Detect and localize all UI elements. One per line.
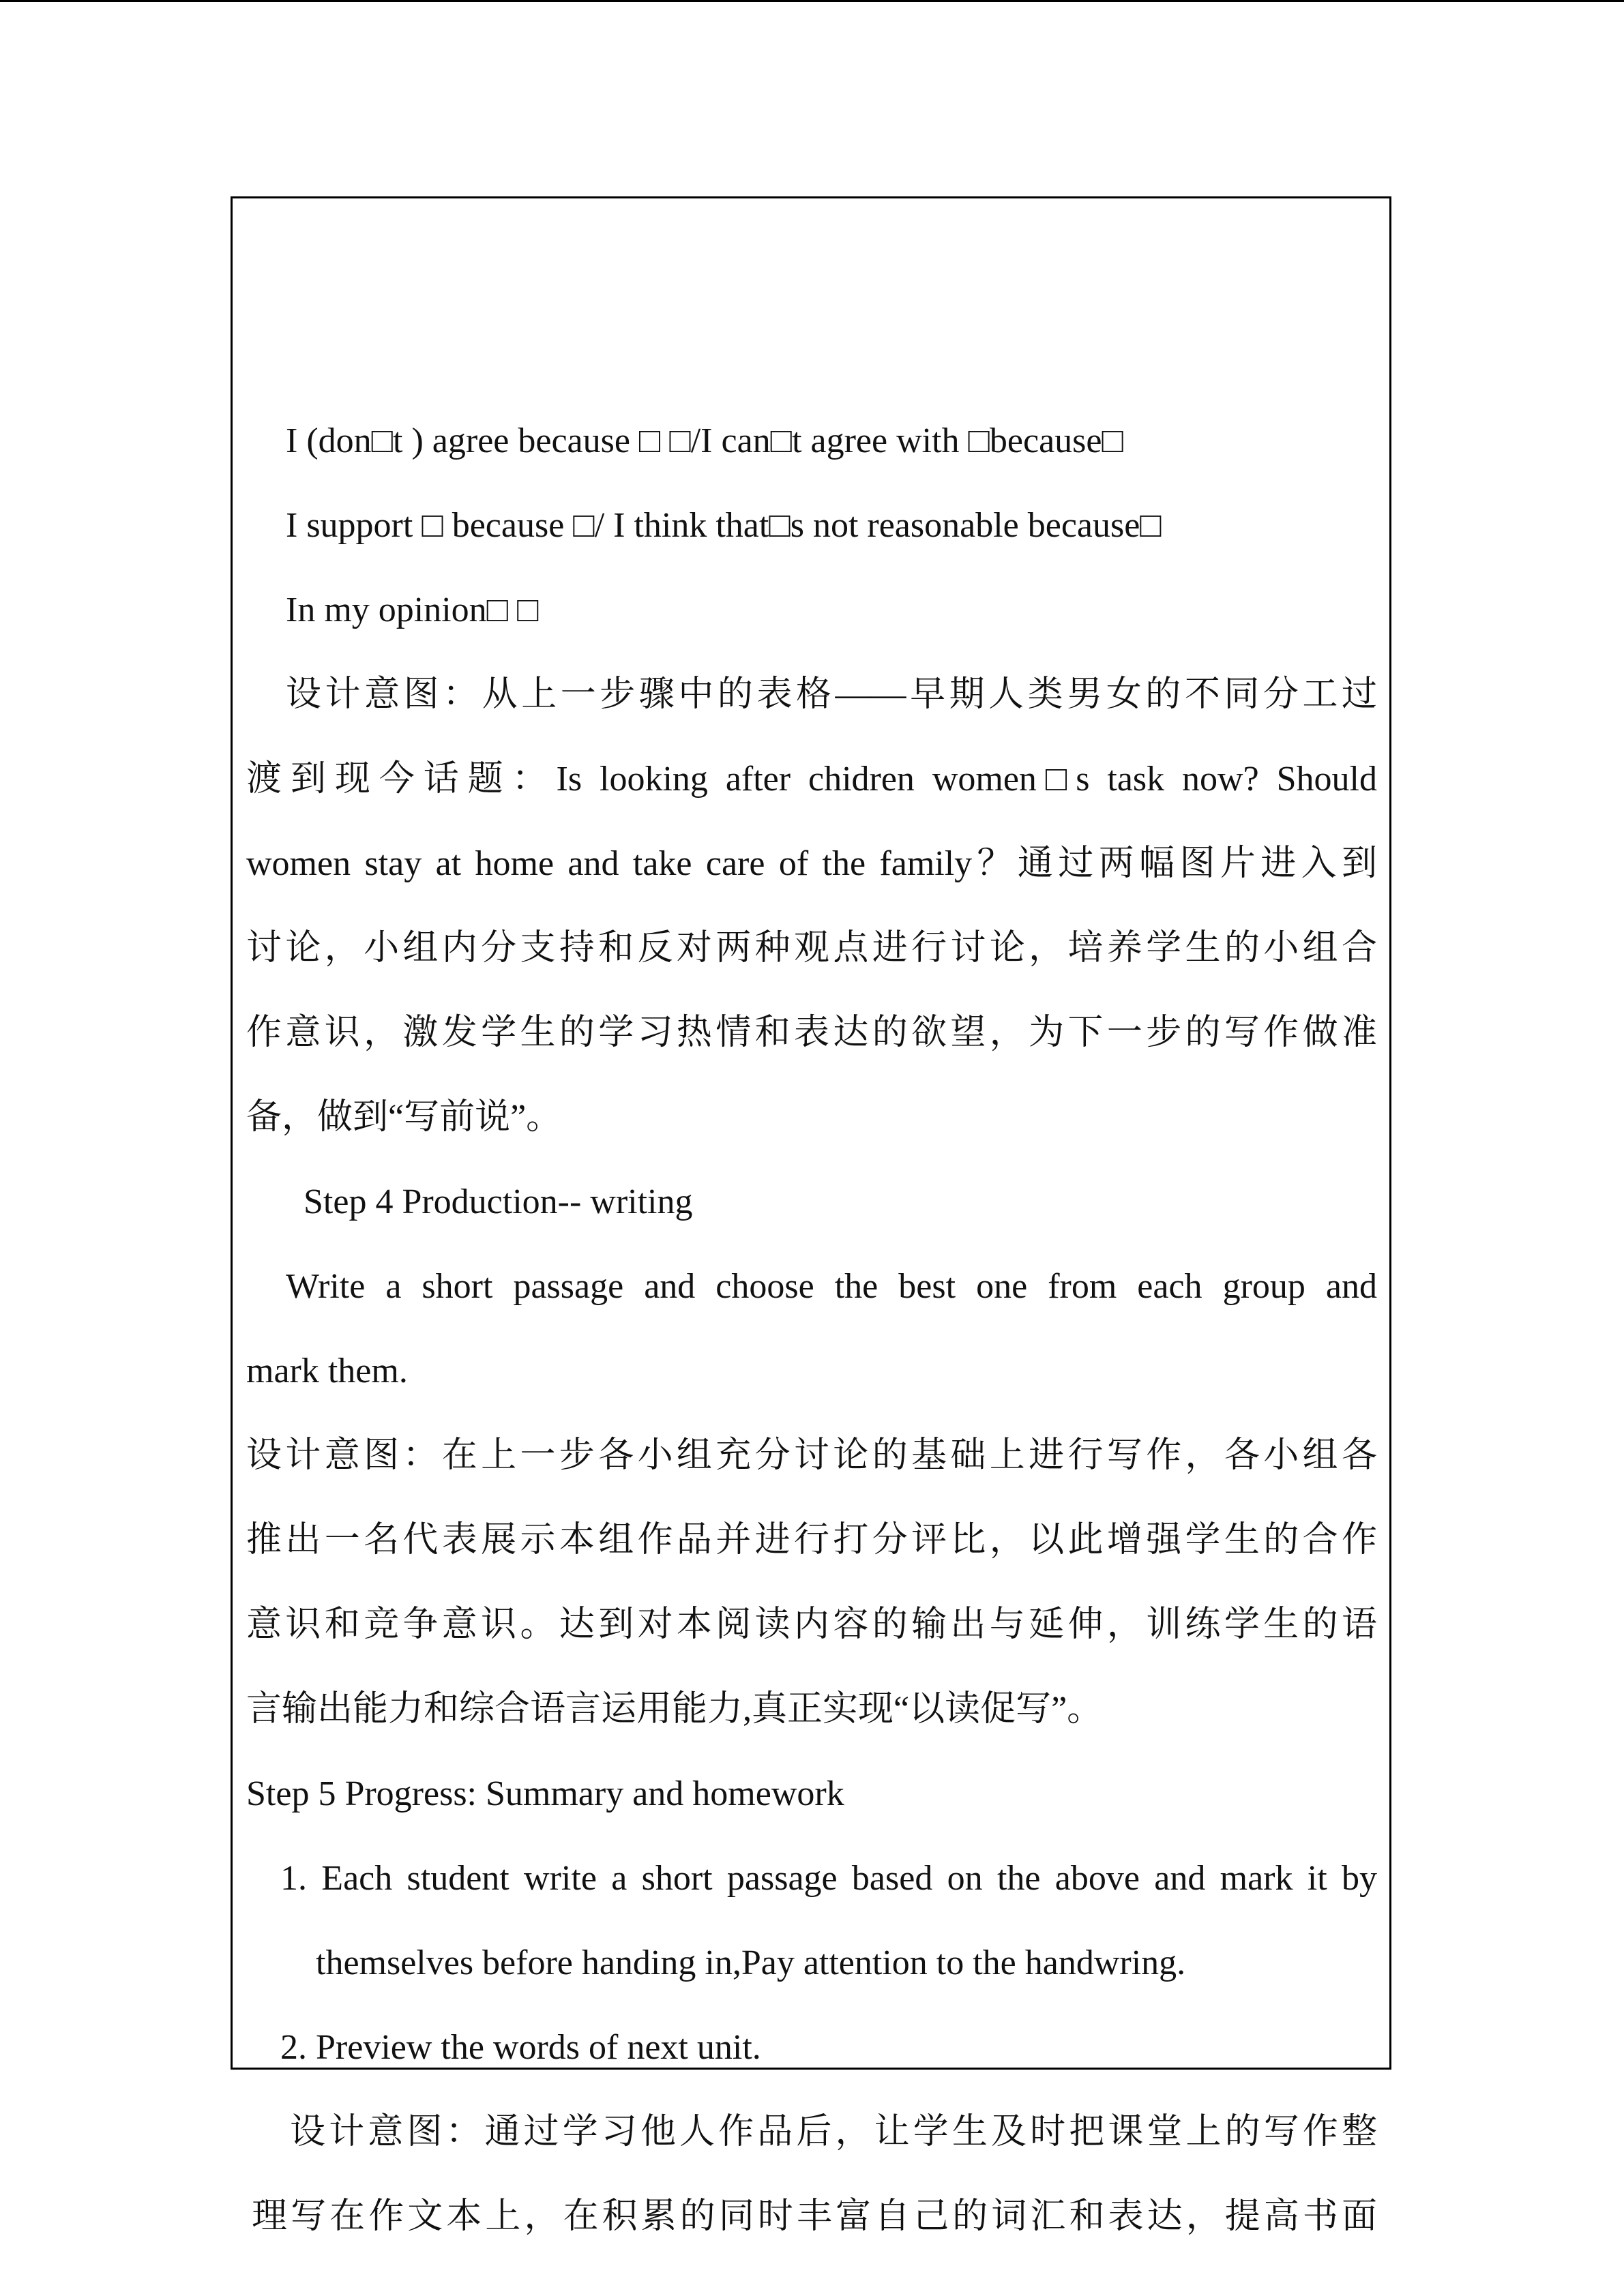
design-intent-paragraph-1-line-1: 设计意图：从上一步骤中的表格——早期人类男女的不同分工过 [286,675,1377,714]
design-intent-paragraph-2-line-4: 言输出能力和综合语言运用能力,真正实现“以读促写”。 [246,1690,1103,1729]
top-rule [0,0,1624,2]
homework-item-1-line-1: 1. Each student write a short passage based on the above and mark it by [280,1859,1377,1898]
text-line-1: I (don□t ) agree because □ □/I can□t agree with □because□ [286,421,1123,460]
design-intent-paragraph-2-line-1: 设计意图：在上一步各小组充分讨论的基础上进行写作，各小组各 [246,1436,1377,1475]
homework-item-1-line-2: themselves before handing in,Pay attention to the handwring. [316,1943,1186,1982]
design-intent-paragraph-2-line-2: 推出一名代表展示本组作品并进行打分评比，以此增强学生的合作 [246,1521,1377,1560]
document-table-cell [231,196,1391,2236]
design-intent-paragraph-1-line-2: 渡到现今话题：Is looking after chidren women□s task now? Should [246,760,1377,799]
homework-item-2: 2. Preview the words of next unit. [280,2028,761,2067]
design-intent-paragraph-3-line-2: 理写在作文本上，在积累的同时丰富自己的词汇和表达，提高书面 [252,2197,1377,2236]
design-intent-paragraph-1-line-3: women stay at home and take care of the family？通过两幅图片进入到 [246,844,1377,883]
design-intent-paragraph-1-line-4: 讨论，小组内分支持和反对两种观点进行讨论，培养学生的小组合 [246,929,1377,968]
step-4-instruction-line-2: mark them. [246,1352,408,1390]
text-line-3: In my opinion□ □ [286,591,539,629]
design-intent-paragraph-1-line-5: 作意识，激发学生的学习热情和表达的欲望，为下一步的写作做准 [246,1013,1377,1052]
step-4-instruction-line-1: Write a short passage and choose the best one from each group and [286,1267,1377,1306]
step-4-heading: Step 4 Production-- writing [304,1182,693,1221]
design-intent-paragraph-2-line-3: 意识和竞争意识。达到对本阅读内容的输出与延伸，训练学生的语 [246,1605,1377,1644]
text-line-2: I support □ because □/ I think that□s not reasonable because□ [286,506,1162,545]
design-intent-paragraph-3-line-1: 设计意图：通过学习他人作品后，让学生及时把课堂上的写作整 [290,2113,1377,2151]
step-5-heading: Step 5 Progress: Summary and homework [246,1774,844,1813]
design-intent-paragraph-1-line-6: 备，做到“写前说”。 [246,1098,562,1137]
